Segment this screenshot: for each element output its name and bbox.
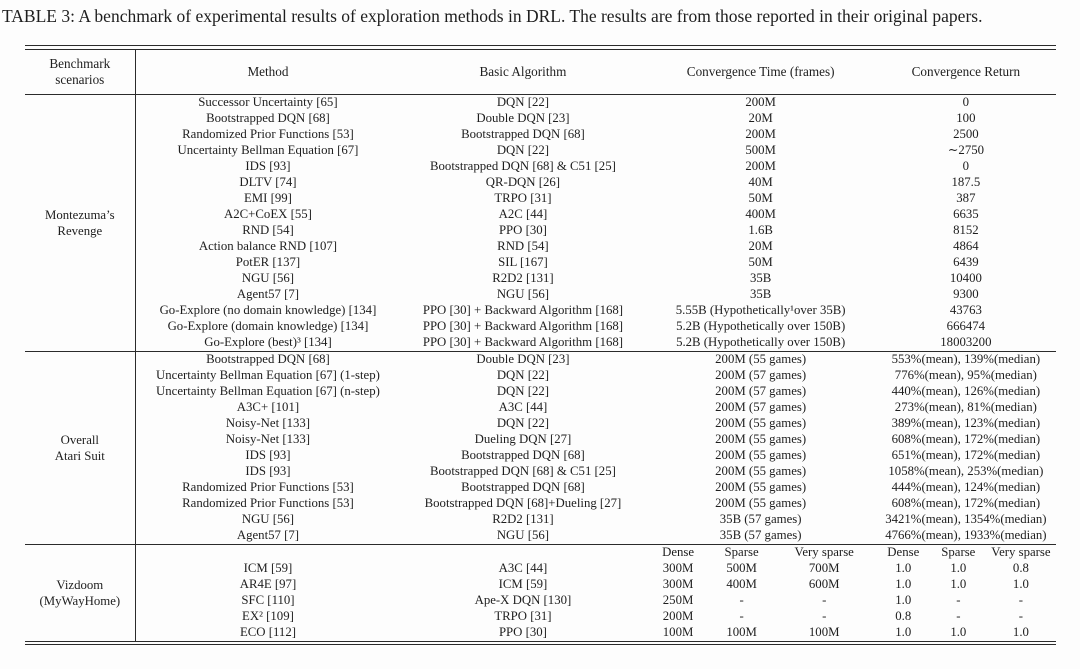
- return-cell: 1.0: [950, 624, 967, 639]
- method-cell: Randomized Prior Functions [53]: [182, 126, 354, 141]
- return-cell: 8152: [953, 222, 979, 237]
- return-cell: 4864: [953, 238, 979, 253]
- return-cell: 0.8: [895, 608, 912, 623]
- return-cell: 0: [962, 158, 970, 173]
- algorithm-cell: QR-DQN [26]: [485, 174, 561, 189]
- scenario-cell: [25, 351, 135, 544]
- return-cell: 608%(mean), 172%(median): [891, 431, 1041, 446]
- method-cell: AR4E [97]: [239, 576, 297, 591]
- algorithm-cell: ICM [59]: [498, 576, 548, 591]
- return-cell: 666474: [946, 318, 986, 333]
- time-cell: 200M (55 games): [715, 479, 807, 494]
- table-row: [25, 528, 1056, 545]
- method-cell: IDS [93]: [245, 158, 291, 173]
- table-row: [25, 111, 1056, 127]
- return-cell: 100: [956, 110, 976, 125]
- scenario-cell: [25, 544, 135, 641]
- time-cell: 35B: [749, 270, 772, 285]
- return-cell: 4766%(mean), 1933%(median): [885, 527, 1047, 542]
- return-cell: -: [1018, 608, 1024, 623]
- algorithm-cell: DQN [22]: [496, 94, 550, 109]
- algorithm-cell: Bootstrapped DQN [68] & C51 [25]: [429, 463, 616, 478]
- algorithm-cell: PPO [30]: [498, 624, 547, 639]
- scenario-cell: [25, 94, 135, 351]
- return-cell: -: [1018, 592, 1024, 607]
- return-cell: 1.0: [895, 624, 912, 639]
- time-cell: 500M: [745, 142, 776, 157]
- scenario-line: Montezuma’s: [44, 207, 115, 222]
- return-cell: 10400: [949, 270, 982, 285]
- time-cell: 200M (57 games): [715, 367, 807, 382]
- method-cell: ICM [59]: [243, 560, 293, 575]
- time-cell: -: [822, 592, 827, 607]
- subheader-cell: Sparse: [941, 544, 976, 559]
- time-cell: 700M: [808, 560, 840, 575]
- algorithm-cell: PPO [30] + Backward Algorithm [168]: [422, 318, 624, 333]
- return-cell: 1.0: [1012, 576, 1029, 591]
- method-cell: PotER [137]: [235, 254, 301, 269]
- table-row: [25, 368, 1056, 384]
- method-cell: Agent57 [7]: [236, 527, 300, 542]
- col-header-benchmark-scenarios: [25, 50, 135, 95]
- return-cell: 2500: [953, 126, 979, 141]
- return-cell: 1058%(mean), 253%(median): [888, 463, 1044, 478]
- time-cell: 200M (55 games): [715, 415, 807, 430]
- return-cell: -: [956, 608, 961, 623]
- time-cell: 200M (55 games): [715, 495, 807, 510]
- return-cell: 43763: [949, 302, 982, 317]
- time-cell: 100M: [726, 624, 757, 639]
- method-cell: Uncertainty Bellman Equation [67] (n-step): [156, 383, 380, 398]
- method-cell: EMI [99]: [243, 190, 292, 205]
- table-row: [25, 207, 1056, 223]
- time-cell: 200M: [745, 158, 776, 173]
- algorithm-cell: DQN [22]: [496, 383, 550, 398]
- section-vizdoom-mywayhome: [25, 544, 1056, 641]
- algorithm-cell: PPO [30]: [498, 222, 547, 237]
- method-cell: Agent57 [7]: [236, 286, 300, 301]
- table-row: [25, 191, 1056, 207]
- return-cell: 1.0: [895, 592, 912, 607]
- table-row: [25, 593, 1056, 609]
- return-cell: 651%(mean), 172%(median): [891, 447, 1041, 462]
- return-cell: 1.0: [1012, 624, 1029, 639]
- algorithm-cell: DQN [22]: [496, 142, 550, 157]
- time-cell: 200M: [662, 608, 694, 623]
- table-row: [25, 335, 1056, 352]
- return-cell: 553%(mean), 139%(median): [891, 351, 1041, 366]
- return-cell: 387: [956, 190, 976, 205]
- table-row: [25, 561, 1056, 577]
- method-cell: A3C+ [101]: [236, 399, 300, 414]
- table-row: [25, 384, 1056, 400]
- algorithm-cell: Ape-X DQN [130]: [474, 592, 572, 607]
- time-cell: 5.55B (Hypothetically¹over 35B): [675, 302, 846, 317]
- method-cell: Noisy-Net [133]: [225, 431, 311, 446]
- return-cell: 6635: [953, 206, 979, 221]
- table-row: [25, 496, 1056, 512]
- algorithm-cell: PPO [30] + Backward Algorithm [168]: [422, 334, 624, 349]
- table-row: [25, 319, 1056, 335]
- table-row: [25, 239, 1056, 255]
- algorithm-cell: A2C [44]: [498, 206, 548, 221]
- table-row: [25, 175, 1056, 191]
- time-cell: 250M: [662, 592, 694, 607]
- table-bottom-rule: [25, 641, 1056, 646]
- table-row: [25, 432, 1056, 448]
- algorithm-cell: Double DQN [23]: [476, 110, 570, 125]
- time-cell: 35B: [749, 286, 772, 301]
- time-cell: 200M (55 games): [715, 431, 807, 446]
- return-cell: 6439: [953, 254, 979, 269]
- table-row: [25, 512, 1056, 528]
- return-cell: ∼2750: [947, 142, 985, 157]
- algorithm-cell: NGU [56]: [496, 286, 550, 301]
- return-cell: 1.0: [895, 576, 912, 591]
- method-cell: ECO [112]: [239, 624, 296, 639]
- method-cell: A2C+CoEX [55]: [224, 206, 312, 221]
- table-row: [25, 255, 1056, 271]
- table-row: [25, 625, 1056, 641]
- algorithm-cell: Bootstrapped DQN [68]: [461, 126, 585, 141]
- table-row: [25, 416, 1056, 432]
- table-row: [25, 287, 1056, 303]
- method-cell: Successor Uncertainty [65]: [198, 94, 338, 109]
- section-montezumas-revenge: [25, 94, 1056, 351]
- time-cell: 5.2B (Hypothetically over 150B): [676, 334, 846, 349]
- algorithm-cell: Bootstrapped DQN [68]+Dueling [27]: [424, 495, 622, 510]
- time-cell: 200M (55 games): [715, 447, 807, 462]
- benchmark-table-wrap: [25, 45, 1056, 645]
- return-cell: 444%(mean), 124%(median): [891, 479, 1041, 494]
- algorithm-cell: R2D2 [131]: [492, 511, 554, 526]
- table-row: [25, 303, 1056, 319]
- time-cell: 200M: [745, 94, 776, 109]
- return-cell: -: [956, 592, 961, 607]
- method-cell: Randomized Prior Functions [53]: [182, 479, 354, 494]
- benchmark-table: [25, 50, 1056, 641]
- algorithm-cell: TRPO [31]: [494, 608, 552, 623]
- return-cell: 1.0: [950, 560, 967, 575]
- table-row: [25, 143, 1056, 159]
- method-cell: Go-Explore (domain knowledge) [134]: [167, 318, 369, 333]
- algorithm-cell: PPO [30] + Backward Algorithm [168]: [422, 302, 624, 317]
- time-cell: 50M: [748, 254, 773, 269]
- subheader-cell: Sparse: [724, 544, 759, 559]
- method-cell: Uncertainty Bellman Equation [67]: [177, 142, 359, 157]
- table-row: [25, 351, 1056, 368]
- return-cell: 273%(mean), 81%(median): [894, 399, 1037, 414]
- algorithm-cell: Dueling DQN [27]: [474, 431, 572, 446]
- subheader-cell: Very sparse: [991, 544, 1051, 559]
- time-cell: -: [739, 592, 744, 607]
- algorithm-cell: RND [54]: [497, 238, 549, 253]
- table-caption: TABLE 3: A benchmark of experimental results of exploration methods in DRL. The results are from those reported in their original papers.: [2, 6, 983, 26]
- subheader-cell: Dense: [662, 544, 695, 559]
- table-row: [25, 609, 1056, 625]
- subheader-cell: Very sparse: [794, 544, 854, 559]
- method-cell: NGU [56]: [241, 270, 295, 285]
- time-cell: 300M: [662, 560, 694, 575]
- method-cell: EX² [109]: [242, 608, 294, 623]
- return-cell: 9300: [953, 286, 979, 301]
- algorithm-cell: SIL [167]: [498, 254, 548, 269]
- return-cell: 440%(mean), 126%(median): [891, 383, 1041, 398]
- table-row: [25, 127, 1056, 143]
- return-cell: 608%(mean), 172%(median): [891, 495, 1041, 510]
- time-cell: 20M: [748, 238, 773, 253]
- return-cell: 187.5: [951, 174, 981, 189]
- time-cell: 200M (55 games): [715, 351, 807, 366]
- algorithm-cell: TRPO [31]: [494, 190, 552, 205]
- time-cell: 1.6B: [748, 222, 773, 237]
- col-header-convergence-return: Convergence Return: [911, 63, 1021, 79]
- algorithm-cell: R2D2 [131]: [492, 270, 554, 285]
- time-cell: 50M: [748, 190, 773, 205]
- return-cell: 776%(mean), 95%(median): [894, 367, 1037, 382]
- time-cell: 200M (55 games): [715, 463, 807, 478]
- method-cell: DLTV [74]: [239, 174, 297, 189]
- scenario-line: Atari Suit: [54, 448, 105, 463]
- scenario-line: Overall: [60, 432, 99, 447]
- algorithm-cell: A3C [44]: [498, 399, 548, 414]
- time-cell: -: [822, 608, 827, 623]
- time-cell: 40M: [748, 174, 773, 189]
- algorithm-cell: Double DQN [23]: [476, 351, 570, 366]
- time-cell: 100M: [808, 624, 840, 639]
- subheader-row: [25, 544, 1056, 561]
- time-cell: 100M: [662, 624, 694, 639]
- return-cell: 0: [962, 94, 970, 109]
- time-cell: 5.2B (Hypothetically over 150B): [676, 318, 846, 333]
- time-cell: 200M (57 games): [715, 383, 807, 398]
- col-header-method: Method: [247, 63, 289, 79]
- col-header-convergence-time: Convergence Time (frames): [686, 63, 835, 79]
- table-row: [25, 94, 1056, 111]
- return-cell: 3421%(mean), 1354%(median): [885, 511, 1047, 526]
- method-cell: IDS [93]: [245, 463, 291, 478]
- table-row: [25, 480, 1056, 496]
- header-row: [25, 50, 1056, 95]
- table-row: [25, 159, 1056, 175]
- algorithm-cell: A3C [44]: [498, 560, 548, 575]
- table-row: [25, 271, 1056, 287]
- return-cell: 389%(mean), 123%(median): [891, 415, 1041, 430]
- section-overall-atari-suit: [25, 351, 1056, 544]
- algorithm-cell: NGU [56]: [496, 527, 550, 542]
- method-cell: Action balance RND [107]: [198, 238, 338, 253]
- return-cell: 1.0: [895, 560, 912, 575]
- method-cell: Noisy-Net [133]: [225, 415, 311, 430]
- time-cell: 200M: [745, 126, 776, 141]
- algorithm-cell: DQN [22]: [496, 415, 550, 430]
- method-cell: IDS [93]: [245, 447, 291, 462]
- scenario-line: (MyWayHome): [39, 593, 121, 608]
- return-cell: 18003200: [940, 334, 992, 349]
- scenario-line: Vizdoom: [56, 577, 104, 592]
- algorithm-cell: Bootstrapped DQN [68]: [461, 479, 585, 494]
- method-cell: Go-Explore (best)³ [134]: [204, 334, 332, 349]
- time-cell: 400M: [745, 206, 776, 221]
- time-cell: 35B (57 games): [719, 511, 802, 526]
- time-cell: 400M: [726, 576, 757, 591]
- subheader-cell: Dense: [887, 544, 920, 559]
- method-cell: NGU [56]: [241, 511, 295, 526]
- table-row: [25, 223, 1056, 239]
- header-line: Benchmark: [49, 55, 111, 71]
- table-header: [25, 50, 1056, 95]
- method-cell: Bootstrapped DQN [68]: [206, 110, 330, 125]
- time-cell: 200M (57 games): [715, 399, 807, 414]
- time-cell: 500M: [726, 560, 757, 575]
- time-cell: 600M: [808, 576, 840, 591]
- algorithm-cell: Bootstrapped DQN [68]: [461, 447, 585, 462]
- empty-cell: [400, 544, 645, 561]
- method-cell: RND [54]: [242, 222, 294, 237]
- time-cell: 300M: [662, 576, 694, 591]
- table-row: [25, 464, 1056, 480]
- empty-cell: [135, 544, 400, 561]
- col-header-basic-algorithm: Basic Algorithm: [479, 63, 567, 79]
- method-cell: Randomized Prior Functions [53]: [182, 495, 354, 510]
- time-cell: 35B (57 games): [719, 527, 802, 542]
- method-cell: Bootstrapped DQN [68]: [206, 351, 330, 366]
- return-cell: 0.8: [1012, 560, 1029, 575]
- header-line: scenarios: [55, 71, 105, 87]
- method-cell: Go-Explore (no domain knowledge) [134]: [159, 302, 377, 317]
- table-row: [25, 577, 1056, 593]
- scenario-line: Revenge: [57, 223, 103, 238]
- table-row: [25, 400, 1056, 416]
- algorithm-cell: Bootstrapped DQN [68] & C51 [25]: [429, 158, 616, 173]
- method-cell: Uncertainty Bellman Equation [67] (1-step): [156, 367, 380, 382]
- time-cell: -: [739, 608, 744, 623]
- time-cell: 20M: [748, 110, 773, 125]
- method-cell: SFC [110]: [241, 592, 295, 607]
- table-row: [25, 448, 1056, 464]
- return-cell: 1.0: [950, 576, 967, 591]
- algorithm-cell: DQN [22]: [496, 367, 550, 382]
